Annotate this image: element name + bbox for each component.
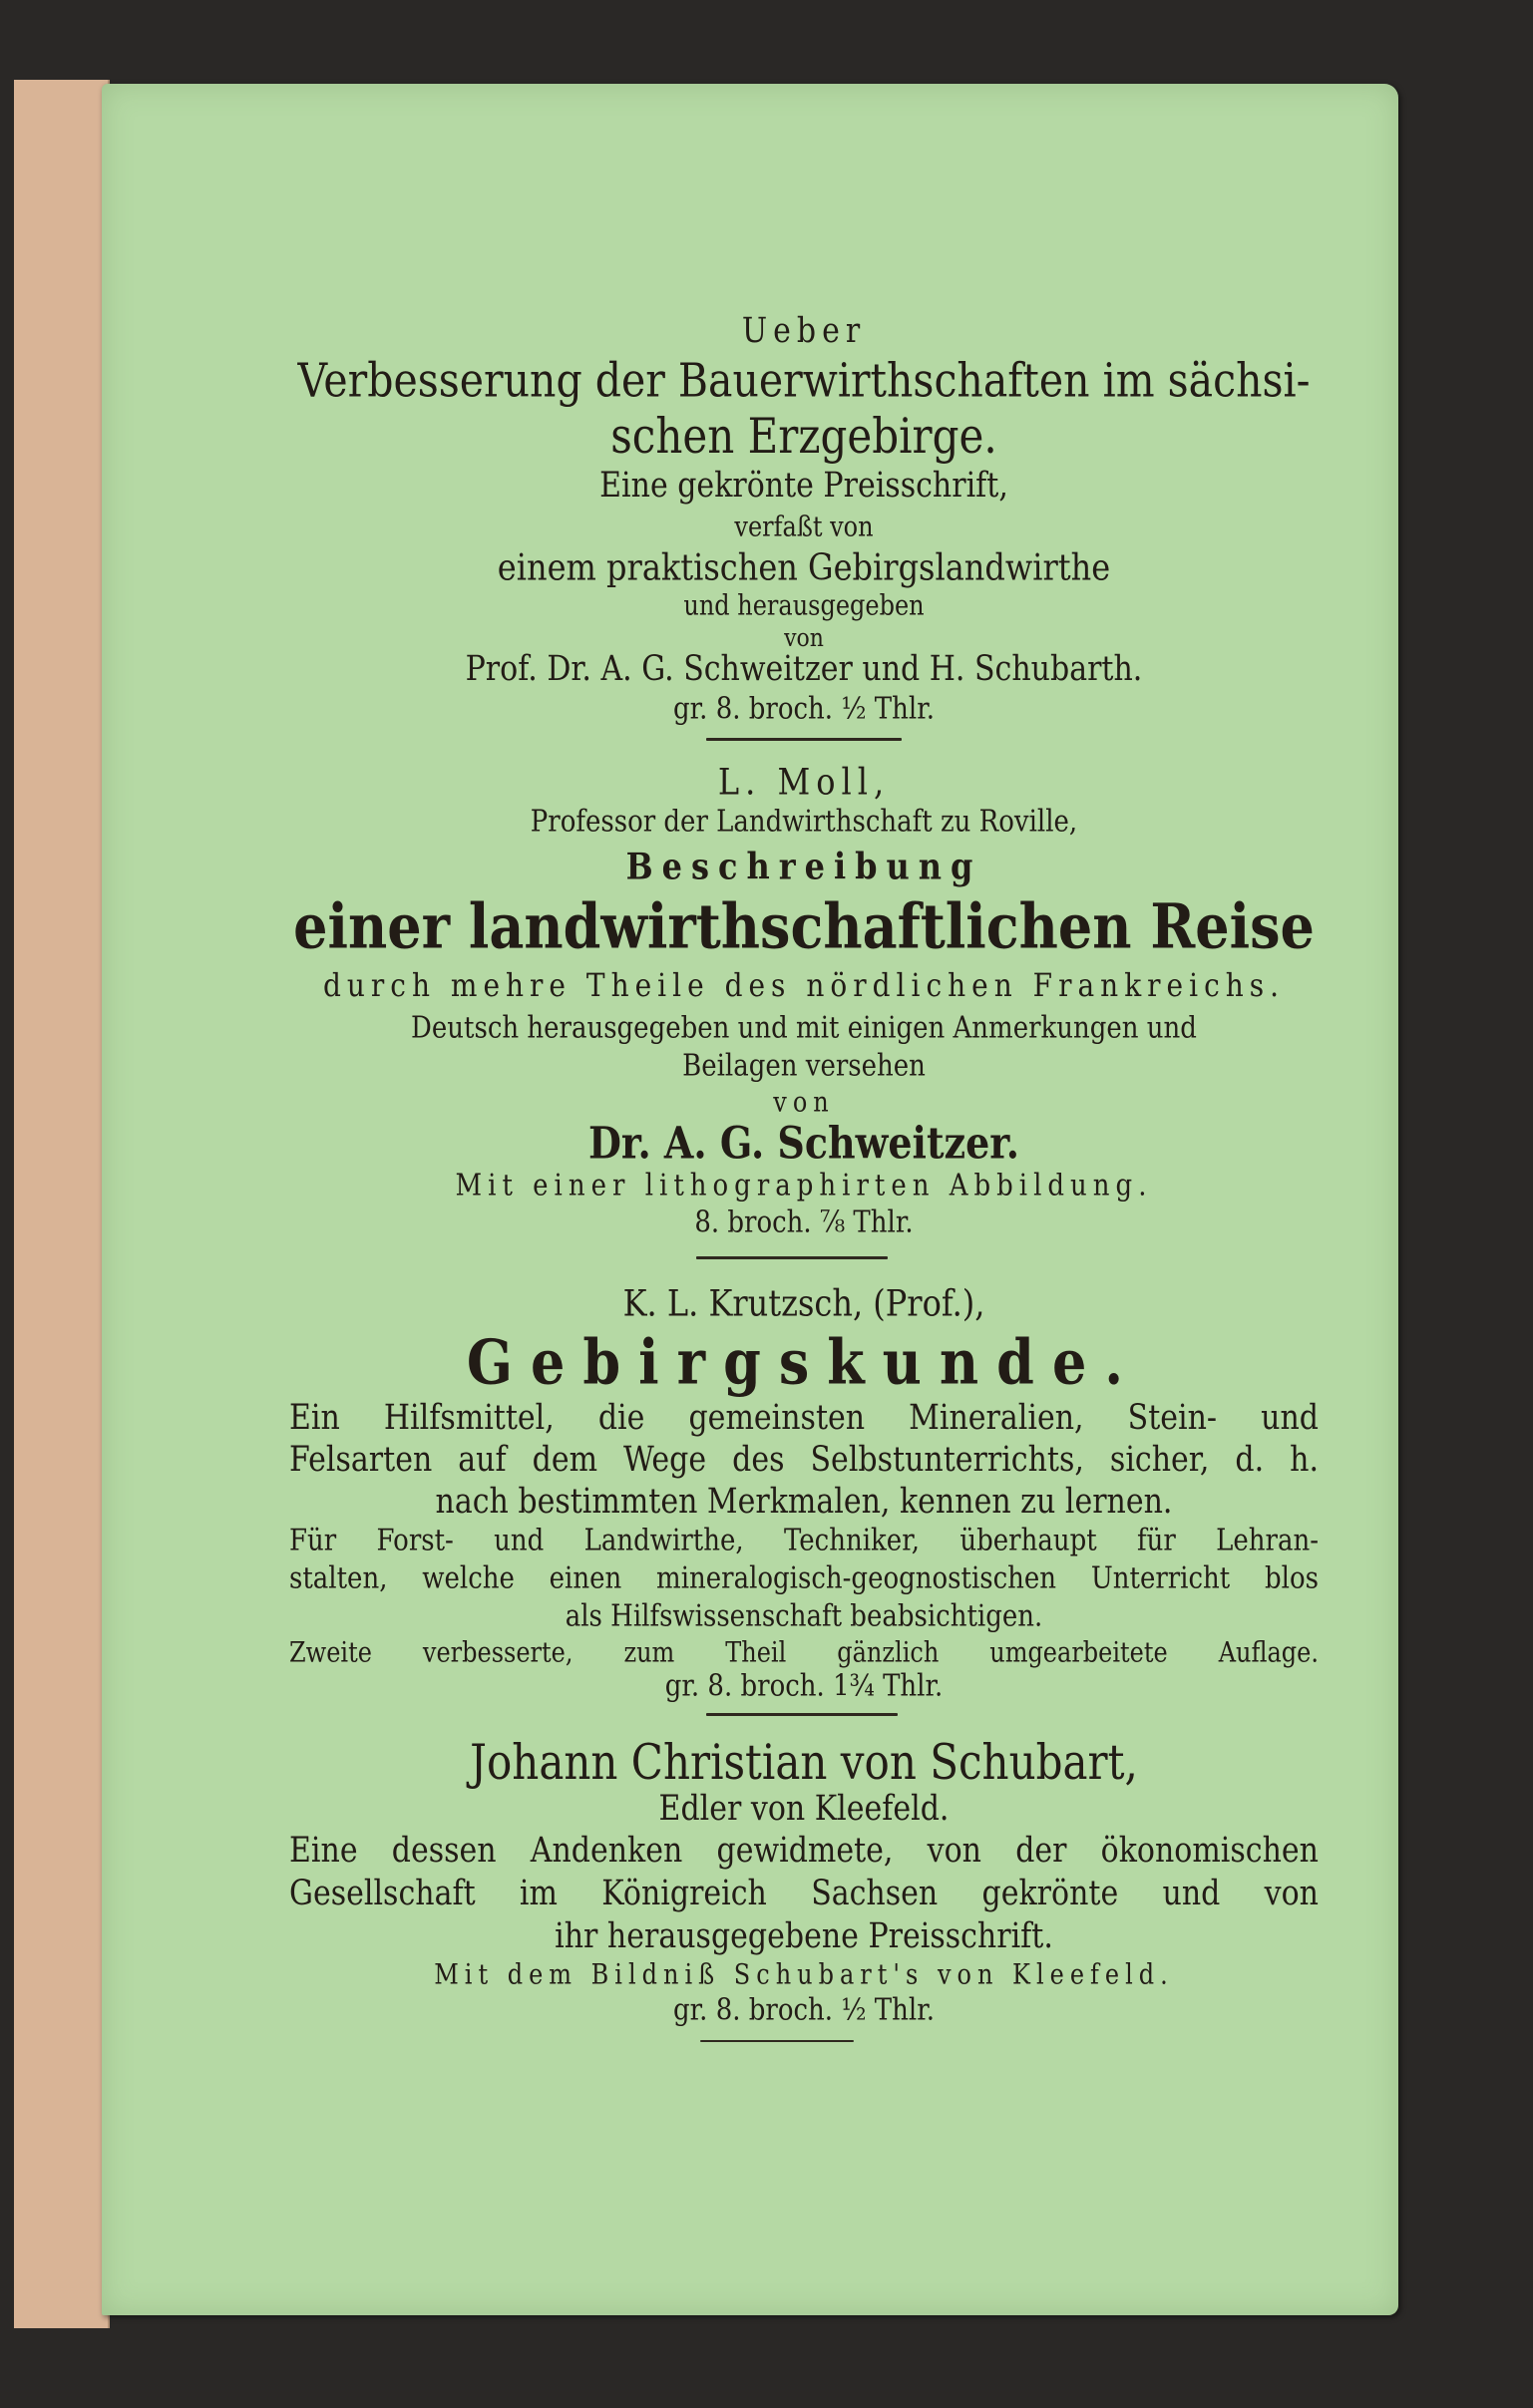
editor-prefix: und herausgegeben bbox=[683, 589, 925, 622]
book-editor: Dr. A. G. Schweitzer. bbox=[587, 1117, 1020, 1169]
separator-rule bbox=[706, 738, 902, 741]
audience-line1: Für Forst- und Landwirthe, Techniker, überhaupt für Lehran- bbox=[289, 1524, 1319, 1558]
von-label: von bbox=[773, 1086, 835, 1119]
book-heading: Beschreibung bbox=[625, 845, 982, 888]
separator-rule bbox=[700, 2040, 854, 2042]
catalogue-page bbox=[102, 84, 1398, 2315]
book-price: gr. 8. broch. ½ Thlr. bbox=[672, 1993, 936, 2028]
book-author: L. Moll, bbox=[717, 760, 891, 804]
book-subtitle: Edler von Kleefeld. bbox=[658, 1789, 950, 1830]
facing-page-edge bbox=[14, 80, 110, 2328]
book-title-line2: schen Erzgebirge. bbox=[610, 408, 997, 465]
edition-note: Zweite verbesserte, zum Theil gänzlich umgearbeitete Auflage. bbox=[289, 1636, 1319, 1669]
book-description-line3: ihr herausgegebene Preisschrift. bbox=[555, 1916, 1053, 1957]
book-description-line3: nach bestimmten Merkmalen, kennen zu lernen. bbox=[435, 1482, 1173, 1523]
intro-word: Ueber bbox=[741, 311, 867, 352]
book-title: einer landwirthschaftlichen Reise bbox=[293, 889, 1315, 963]
audience-line3: als Hilfswissenschaft beabsichtigen. bbox=[565, 1599, 1043, 1634]
book-description-line1: Deutsch herausgegeben und mit einigen Anmerkungen und bbox=[411, 1011, 1197, 1046]
book-description-line2: Beilagen versehen bbox=[682, 1049, 926, 1084]
illustration-note: Mit einer lithographirten Abbildung. bbox=[455, 1169, 1153, 1204]
audience-line2: stalten, welche einen mineralogisch-geognostischen Unterricht blos bbox=[289, 1561, 1319, 1596]
author-title: Professor der Landwirthschaft zu Roville, bbox=[530, 805, 1078, 840]
book-description-line1: Eine dessen Andenken gewidmete, von der ökonomischen bbox=[289, 1831, 1319, 1872]
book-price: 8. broch. ⅞ Thlr. bbox=[694, 1205, 914, 1240]
book-title-line1: Verbesserung der Bauerwirthschaften im sächsi- bbox=[297, 353, 1311, 409]
book-price: gr. 8. broch. ½ Thlr. bbox=[672, 692, 936, 727]
book-title: Johann Christian von Schubart, bbox=[470, 1734, 1138, 1791]
book-author: K. L. Krutzsch, (Prof.), bbox=[622, 1281, 985, 1325]
book-title: Gebirgskunde. bbox=[466, 1325, 1142, 1399]
book-description-line2: Felsarten auf dem Wege des Selbstunterrichts, sicher, d. h. bbox=[289, 1440, 1319, 1481]
book-description-line2: Gesellschaft im Königreich Sachsen gekrönte und von bbox=[289, 1874, 1319, 1914]
author-prefix: verfaßt von bbox=[734, 511, 874, 543]
separator-rule bbox=[696, 1256, 888, 1259]
book-editors: Prof. Dr. A. G. Schweitzer und H. Schubarth. bbox=[465, 649, 1143, 690]
book-subtitle: Eine gekrönte Preisschrift, bbox=[599, 466, 1008, 507]
book-description-line1: Ein Hilfsmittel, die gemeinsten Mineralien, Stein- und bbox=[289, 1398, 1319, 1439]
von-label: von bbox=[784, 624, 824, 653]
portrait-note: Mit dem Bildniß Schubart's von Kleefeld. bbox=[434, 1958, 1174, 1991]
book-title-line2: durch mehre Theile des nördlichen Frankreichs. bbox=[322, 966, 1286, 1004]
book-price: gr. 8. broch. 1¾ Thlr. bbox=[664, 1669, 944, 1704]
book-author: einem praktischen Gebirgslandwirthe bbox=[497, 545, 1111, 589]
separator-rule bbox=[706, 1713, 898, 1716]
